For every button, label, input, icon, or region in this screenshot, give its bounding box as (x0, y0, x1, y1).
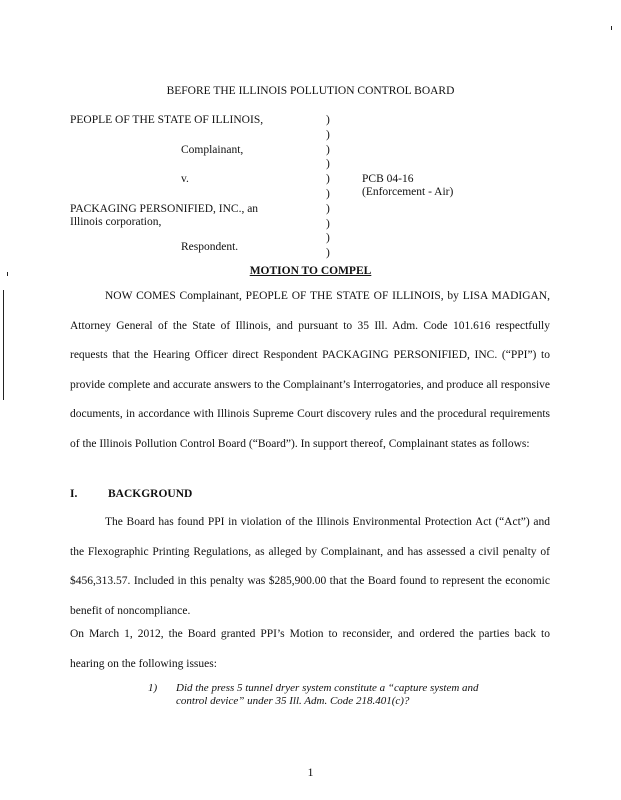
scan-tick-mark (7, 272, 8, 276)
scan-tick-mark (611, 26, 612, 30)
paren: ) (326, 158, 330, 171)
case-type: (Enforcement - Air) (362, 186, 454, 198)
motion-title: MOTION TO COMPEL (249, 265, 372, 277)
paren: ) (326, 247, 330, 260)
paren: ) (326, 128, 330, 141)
background-paragraph-2 (70, 620, 550, 679)
para1-text: The Board has found PPI in violation of the Illinois Environmental Protection Act (“Act”) and the Flexographic Printing Regulations, as alleged by Complainant, and has assessed a civil penalty of $456,313.57. Included in this penalty was $285,900.00 that the Board found to represent the economic benefit of noncompliance. (70, 516, 550, 617)
plaintiff-name: PEOPLE OF THE STATE OF ILLINOIS, (70, 114, 264, 126)
case-number: PCB 04-16 (362, 173, 414, 185)
paren: ) (326, 114, 330, 126)
section-number: I. (70, 488, 78, 500)
intro-paragraph (70, 282, 550, 459)
background-paragraph-1 (70, 508, 550, 626)
para2-text: On March 1, 2012, the Board granted PPI’s Motion to reconsider, and ordered the parties back to hearing on the following issues: (70, 628, 550, 670)
paren: ) (326, 202, 330, 215)
paren: ) (326, 173, 330, 186)
issue-text: Did the press 5 tunnel dryer system constitute a “capture system and control device” under 35 Ill. Adm. Code 218.401(c)? (176, 682, 479, 707)
defendant-name-line1: PACKAGING PERSONIFIED, INC., an (70, 203, 259, 215)
issue-number: 1) (148, 682, 158, 694)
scan-margin-mark (3, 290, 4, 400)
paren: ) (326, 143, 330, 156)
page-number: 1 (307, 765, 314, 779)
defendant-role: Respondent. (181, 241, 239, 253)
section-heading (70, 488, 192, 500)
paren: ) (326, 187, 330, 200)
document-heading: BEFORE THE ILLINOIS POLLUTION CONTROL BOARD (166, 85, 455, 97)
plaintiff-role: Complainant, (181, 144, 244, 156)
caption-parentheses (326, 113, 330, 261)
section-title: BACKGROUND (108, 488, 193, 500)
paren: ) (326, 217, 330, 230)
versus: v. (181, 173, 189, 185)
intro-text: NOW COMES Complainant, PEOPLE OF THE STATE OF ILLINOIS, by LISA MADIGAN, Attorney General of the State of Illinois, and pursuant to 35 Ill. Adm. Code 101.616 respectfully requests that the Hearing Officer direct Respondent PACKAGING PERSONIFIED, INC. (“PPI”) to provide complete and accurate answers to the Complainant’s Interrogatories, and produce all responsive documents, in accordance with Illinois Supreme Court discovery rules and the procedural requirements of the Illinois Pollution Control Board (“Board”). In support thereof, Complainant states as follows: (70, 290, 550, 450)
paren: ) (326, 232, 330, 245)
defendant-name-line2: Illinois corporation, (70, 216, 162, 228)
